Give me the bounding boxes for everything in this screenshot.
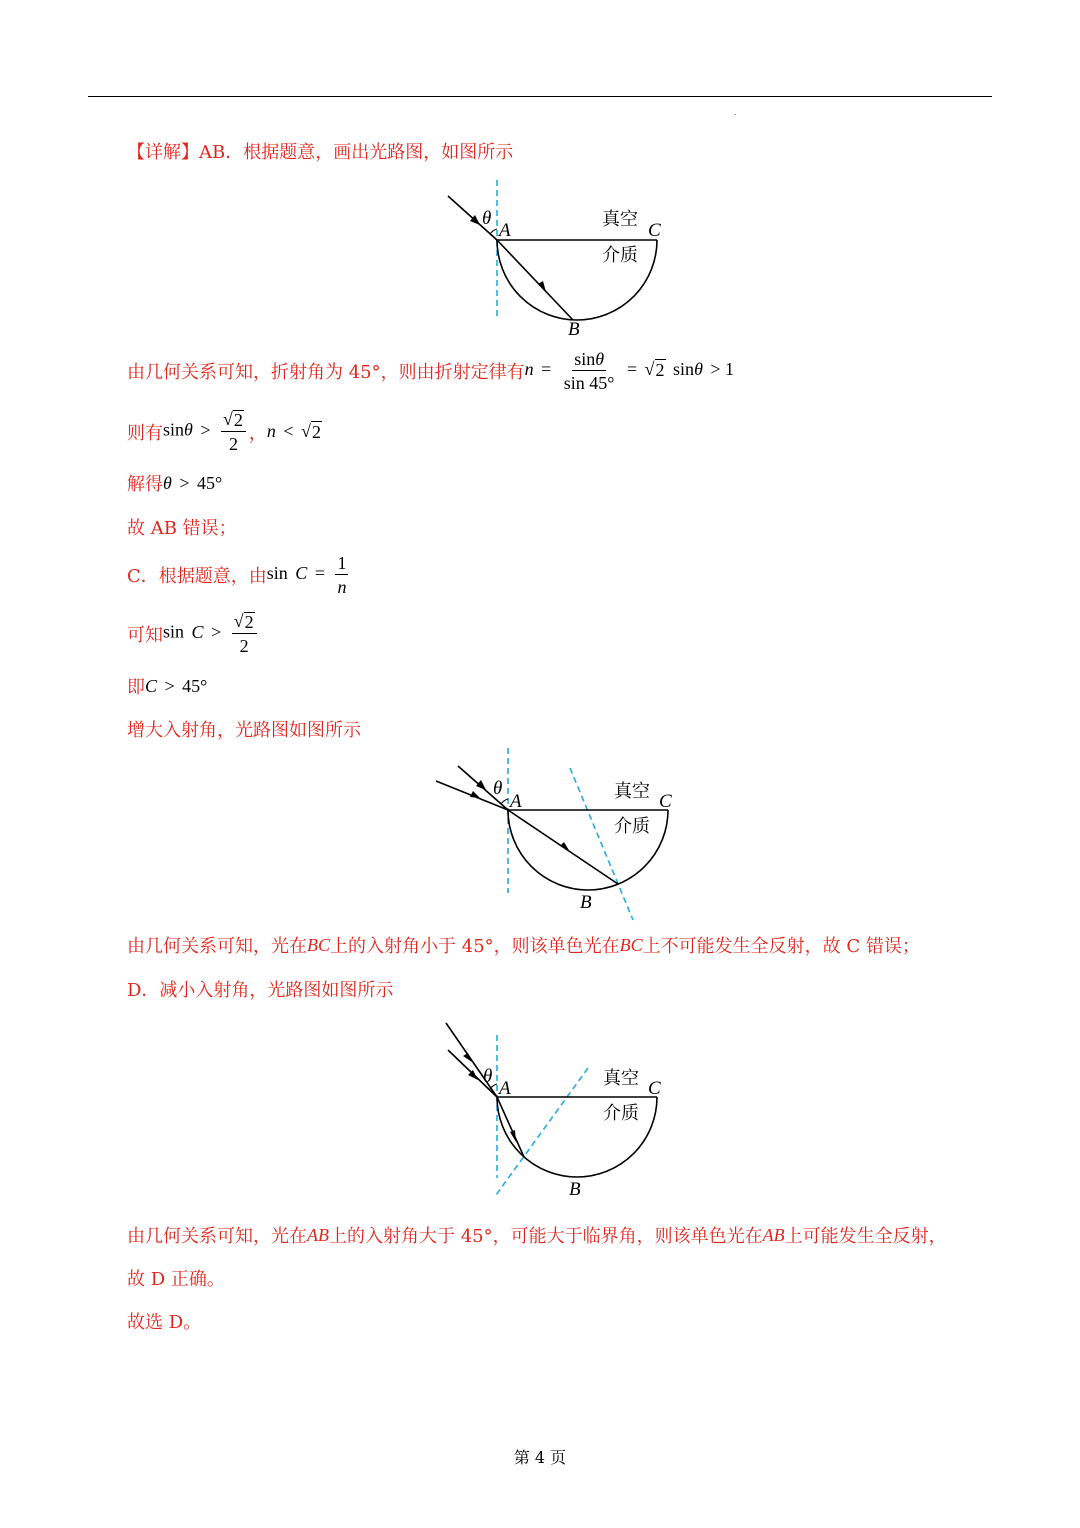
line-c-gt-45: 即 C > 45° (127, 675, 208, 698)
line-solve-theta: 解得 θ > 45° (127, 472, 223, 495)
text-refraction-angle: 由几何关系可知，折射角为 45°，则由折射定律有 (127, 362, 525, 383)
line-ab-conclusion: 由几何关系可知，光在 AB 上的入射角大于 45°，可能大于临界角，则该单色光在 AB 上可能发生全反射， (127, 1224, 947, 1247)
header-rule (88, 96, 992, 97)
angle-arc (490, 229, 497, 234)
line-ab-wrong: 故 AB 错误； (127, 518, 237, 539)
figure-2-light-path (430, 748, 690, 923)
formula-refraction: n = $\frac{\sin\theta}{\sin 45^\circ}$ = √ 2 sinθ > 1 (524, 349, 735, 393)
label-B: B (568, 319, 580, 340)
incident-arrow-icon (476, 780, 486, 790)
label-medium: 介质 (603, 1103, 639, 1124)
refracted-arrow-icon (538, 281, 546, 292)
line-sin-theta: 则有 sinθ > √ 2 2 ， n < √ 2 (127, 409, 321, 454)
var-n: n (524, 359, 534, 380)
refracted-ray (497, 1097, 524, 1157)
line-bc-conclusion: 由几何关系可知，光在 BC 上的入射角小于 45°，则该单色光在 BC 上不可能发生全反射，故 C 错误； (127, 934, 920, 957)
label-B: B (569, 1179, 581, 1200)
line-detail-title: 【详解】AB．根据题意，画出光路图，如图所示 (127, 142, 514, 163)
page-number: 第 4 页 (513, 1448, 567, 1467)
label-C: C (659, 791, 672, 812)
label-A: A (499, 1078, 511, 1099)
line-answer: 故选 D。 (127, 1312, 202, 1333)
figure-3-light-path (430, 1020, 680, 1200)
angle-arc (501, 799, 508, 804)
label-theta: θ (483, 1066, 493, 1087)
formula-sin-theta: sinθ > √ 2 2 (163, 410, 249, 453)
label-medium: 介质 (602, 245, 638, 266)
line-refraction-law (127, 350, 734, 392)
label-A: A (510, 791, 522, 812)
fraction-sin: $\frac{\sin\theta}{\sin 45^\circ}$ (563, 349, 615, 393)
label-medium: 介质 (614, 816, 650, 837)
label-vacuum: 真空 (602, 209, 638, 230)
incident-arrow-2-icon (470, 791, 480, 798)
line-decrease-angle: D．减小入射角，光路图如图所示 (127, 980, 394, 1001)
label-C: C (648, 1078, 661, 1099)
line-d-correct: 故 D 正确。 (127, 1269, 225, 1290)
label-C: C (648, 220, 661, 241)
line-c-critical: C．根据题意，由 sin C = $\frac{1}{n}$ (127, 553, 347, 597)
line-sin-c: 可知 sin C > √ 2 2 (127, 612, 260, 655)
formula-n-lt-sqrt2: n < √ 2 (266, 420, 321, 442)
figure-1-light-path (430, 180, 680, 340)
label-A: A (499, 220, 511, 241)
sqrt-2: √ 2 (644, 359, 665, 381)
label-vacuum: 真空 (614, 781, 650, 802)
refracted-arrow-icon (510, 1130, 516, 1142)
label-theta: θ (493, 778, 503, 799)
label-theta: θ (482, 208, 492, 229)
refracted-arrow-icon (560, 842, 570, 852)
header-dot: . (734, 108, 737, 117)
label-vacuum: 真空 (603, 1068, 639, 1089)
label-B: B (580, 892, 592, 913)
line-increase-angle: 增大入射角，光路图如图所示 (127, 720, 361, 741)
